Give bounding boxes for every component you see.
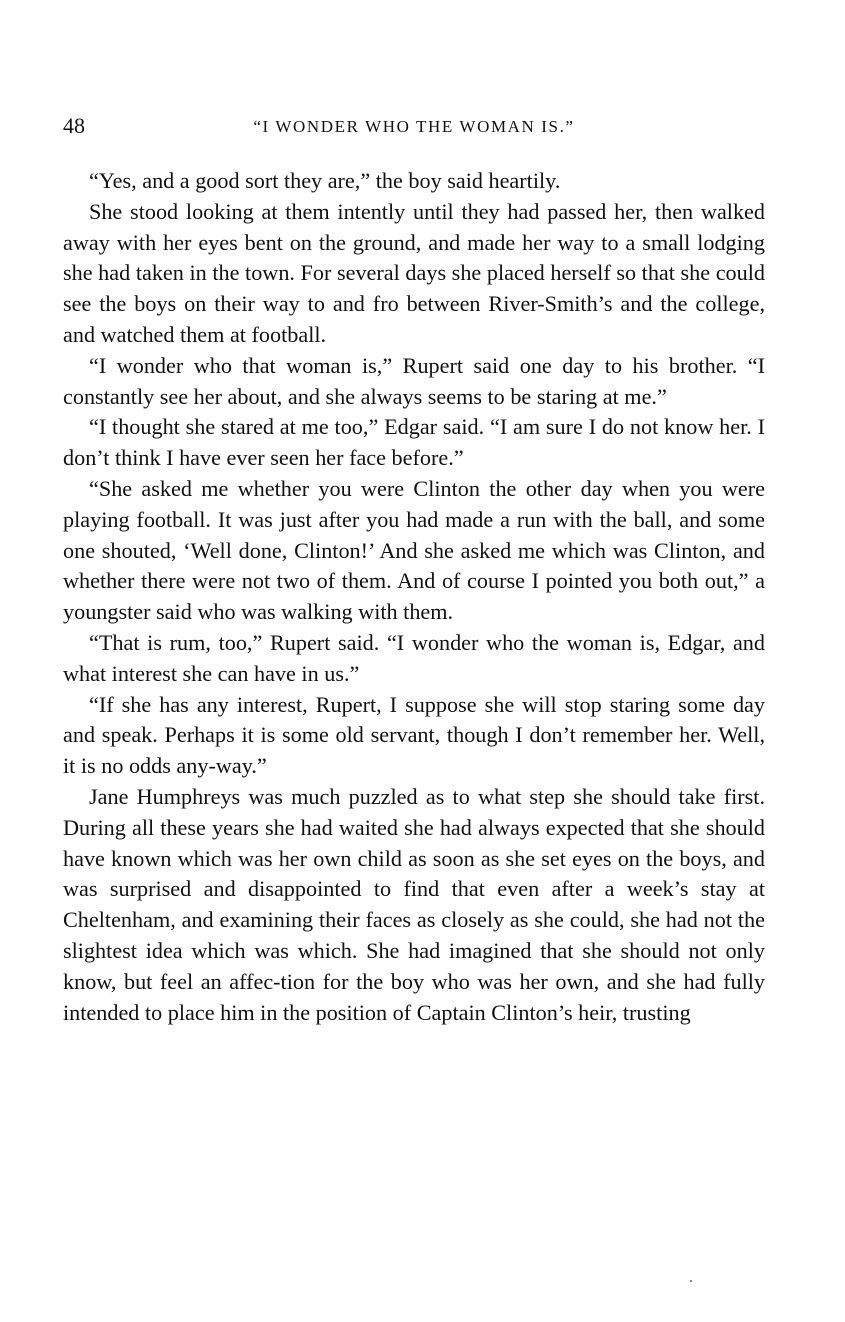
body-text (63, 166, 765, 1028)
page-number: 48 (63, 113, 85, 138)
paragraph: Jane Humphreys was much puzzled as to what step she should take first. During all these years she had waited she had always expected that she should have known which was her own child as soon as she set eyes on the boys, and was surprised and disappointed to find that even after a week’s stay at Cheltenham, and examining their faces as closely as she could, she had not the slightest idea which was which. She had imagined that she should not only know, but feel an affec-tion for the boy who was her own, and she had fully intended to place him in the position of Captain Clinton’s heir, trusting (63, 783, 765, 1025)
paragraph: “That is rum, too,” Rupert said. “I wonder who the woman is, Edgar, and what interest she can have in us.” (63, 629, 765, 686)
paragraph: “Yes, and a good sort they are,” the boy said heartily. (89, 168, 561, 193)
paragraph: “If she has any interest, Rupert, I suppose she will stop staring some day and speak. Perhaps it is some old servant, though I don’t remember her. Well, it is no odds any-way.” (63, 691, 765, 779)
scan-speck (690, 1280, 692, 1282)
paragraph: “I wonder who that woman is,” Rupert said one day to his brother. “I constantly see her about, and she always seems to be staring at me.” (63, 352, 765, 409)
running-title: “I WONDER WHO THE WOMAN IS.” (253, 117, 575, 136)
page-header (63, 112, 765, 140)
paragraph: She stood looking at them intently until they had passed her, then walked away with her eyes bent on the ground, and made her way to a small lodging she had taken in the town. For several days she placed herself so that she could see the boys on their way to and fro between River-Smith’s and the college, and watched them at football. (63, 198, 765, 347)
paragraph: “She asked me whether you were Clinton the other day when you were playing football. It was just after you had made a run with the ball, and some one shouted, ‘Well done, Clinton!’ And she asked me which was Clinton, and whether there were not two of them. And of course I pointed you both out,” a youngster said who was walking with them. (63, 475, 765, 625)
paragraph: “I thought she stared at me too,” Edgar said. “I am sure I do not know her. I don’t think I have ever seen her face before.” (63, 414, 765, 471)
